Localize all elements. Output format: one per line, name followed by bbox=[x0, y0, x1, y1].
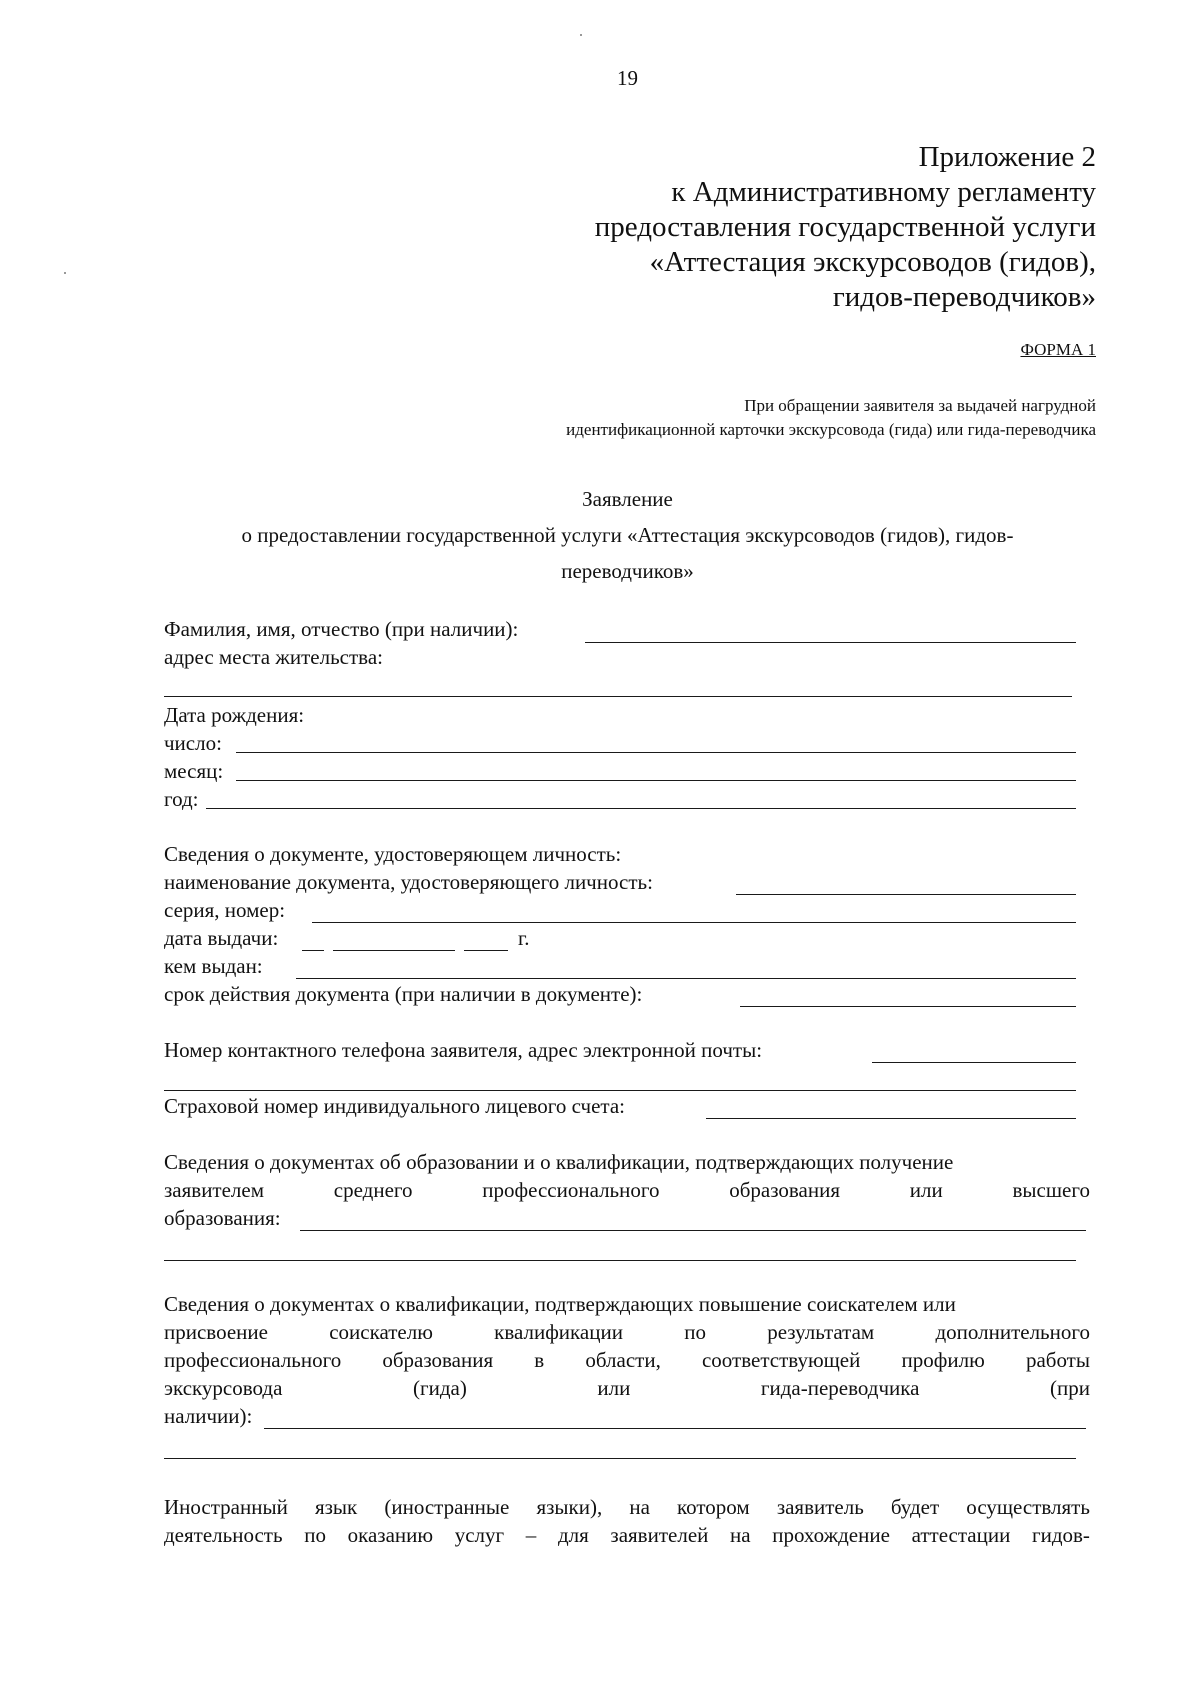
validity-label: срок действия документа (при наличии в документе): bbox=[164, 982, 643, 1006]
qualification-line-2-blank[interactable] bbox=[164, 1458, 1076, 1459]
year-label: год: bbox=[164, 787, 199, 811]
word: по bbox=[304, 1523, 326, 1547]
issue-year-line[interactable] bbox=[464, 950, 508, 951]
word: профессионального bbox=[482, 1178, 660, 1202]
word: высшего bbox=[1012, 1178, 1090, 1202]
series-number-label: серия, номер: bbox=[164, 898, 286, 922]
month-label: месяц: bbox=[164, 759, 224, 783]
qualification-line-1: Сведения о документах о квалификации, подтверждающих повышение соискателем или bbox=[164, 1292, 956, 1316]
word: прохождение bbox=[772, 1523, 890, 1547]
note-line-1: При обращении заявителя за выдачей нагрудной bbox=[744, 396, 1096, 415]
word: или bbox=[909, 1178, 943, 1202]
education-line-1: Сведения о документах об образовании и о квалификации, подтверждающих получение bbox=[164, 1150, 954, 1174]
word: образования bbox=[729, 1178, 841, 1202]
address-line[interactable] bbox=[164, 696, 1072, 697]
qualification-line-3 bbox=[164, 1348, 1090, 1373]
education-line-3: образования: bbox=[164, 1206, 281, 1230]
note-line-2: идентификационной карточки экскурсовода (гида) или гида-переводчика bbox=[566, 420, 1096, 439]
word: на bbox=[629, 1495, 650, 1519]
word: по bbox=[684, 1320, 706, 1344]
language-line-1 bbox=[164, 1495, 1090, 1520]
id-doc-name-label: наименование документа, удостоверяющего личность: bbox=[164, 870, 653, 894]
word: работы bbox=[1025, 1348, 1090, 1372]
full-name-label: Фамилия, имя, отчество (при наличии): bbox=[164, 617, 519, 641]
word: образования bbox=[382, 1348, 494, 1372]
word: будет bbox=[890, 1495, 940, 1519]
word: (гида) bbox=[412, 1376, 467, 1400]
day-label: число: bbox=[164, 731, 222, 755]
qualification-line-2 bbox=[164, 1320, 1090, 1345]
document-subtitle-line-2: переводчиков» bbox=[561, 559, 694, 583]
word: языки), bbox=[536, 1495, 603, 1519]
qualification-line-4 bbox=[164, 1376, 1090, 1401]
word: присвоение bbox=[164, 1320, 268, 1344]
phone-email-line[interactable] bbox=[872, 1062, 1076, 1063]
day-line[interactable] bbox=[236, 752, 1076, 753]
word: среднего bbox=[333, 1178, 413, 1202]
word: осуществлять bbox=[966, 1495, 1090, 1519]
document-title: Заявление bbox=[582, 487, 673, 511]
education-line-2-blank[interactable] bbox=[164, 1260, 1076, 1261]
word: Иностранный bbox=[164, 1495, 288, 1519]
word: заявитель bbox=[776, 1495, 864, 1519]
issue-day-line[interactable] bbox=[302, 950, 324, 951]
scan-speck bbox=[580, 34, 582, 36]
appendix-line-2: к Административному регламенту bbox=[671, 176, 1096, 208]
word: для bbox=[557, 1523, 589, 1547]
education-line[interactable] bbox=[300, 1230, 1086, 1231]
word: на bbox=[730, 1523, 751, 1547]
word: гида-переводчика bbox=[760, 1376, 920, 1400]
snils-label: Страховой номер индивидуального лицевого счета: bbox=[164, 1094, 626, 1118]
word: профилю bbox=[901, 1348, 985, 1372]
qualification-line[interactable] bbox=[264, 1428, 1086, 1429]
appendix-line-1: Приложение 2 bbox=[918, 141, 1096, 173]
word: области, bbox=[585, 1348, 661, 1372]
word: заявителем bbox=[164, 1178, 265, 1202]
word: экскурсовода bbox=[164, 1376, 283, 1400]
scan-speck bbox=[64, 272, 66, 274]
id-doc-heading: Сведения о документе, удостоверяющем личность: bbox=[164, 842, 622, 866]
appendix-line-5: гидов-переводчиков» bbox=[832, 281, 1096, 313]
month-line[interactable] bbox=[236, 780, 1076, 781]
phone-email-line-2[interactable] bbox=[164, 1090, 1076, 1091]
word: услуг bbox=[454, 1523, 505, 1547]
birth-date-label: Дата рождения: bbox=[164, 703, 305, 727]
document-subtitle-line-1: о предоставлении государственной услуги «Аттестация экскурсоводов (гидов), гидов- bbox=[241, 523, 1014, 547]
appendix-line-4: «Аттестация экскурсоводов (гидов), bbox=[649, 246, 1096, 278]
word: или bbox=[597, 1376, 631, 1400]
word: оказанию bbox=[347, 1523, 434, 1547]
word: аттестации bbox=[911, 1523, 1011, 1547]
year-suffix: г. bbox=[518, 926, 530, 950]
id-doc-name-line[interactable] bbox=[736, 894, 1076, 895]
appendix-line-3: предоставления государственной услуги bbox=[594, 211, 1096, 243]
issued-by-line[interactable] bbox=[296, 978, 1076, 979]
word: котором bbox=[677, 1495, 750, 1519]
word: язык bbox=[314, 1495, 358, 1519]
phone-email-label: Номер контактного телефона заявителя, адрес электронной почты: bbox=[164, 1038, 763, 1062]
issued-by-label: кем выдан: bbox=[164, 954, 263, 978]
page-number: 19 bbox=[617, 66, 638, 90]
word: в bbox=[534, 1348, 545, 1372]
word: деятельность bbox=[164, 1523, 283, 1547]
word: дополнительного bbox=[935, 1320, 1090, 1344]
validity-line[interactable] bbox=[740, 1006, 1076, 1007]
word: профессионального bbox=[164, 1348, 342, 1372]
year-line[interactable] bbox=[206, 808, 1076, 809]
word: – bbox=[525, 1523, 537, 1547]
series-number-line[interactable] bbox=[312, 922, 1076, 923]
language-line-2 bbox=[164, 1523, 1090, 1548]
word: (иностранные bbox=[384, 1495, 510, 1519]
form-label: ФОРМА 1 bbox=[1020, 340, 1096, 359]
qualification-line-5: наличии): bbox=[164, 1404, 253, 1428]
word: соискателю bbox=[329, 1320, 433, 1344]
word: результатам bbox=[767, 1320, 875, 1344]
issue-date-label: дата выдачи: bbox=[164, 926, 279, 950]
education-line-2 bbox=[164, 1178, 1090, 1203]
word: гидов- bbox=[1031, 1523, 1090, 1547]
full-name-line[interactable] bbox=[585, 642, 1076, 643]
word: (при bbox=[1050, 1376, 1090, 1400]
word: заявителей bbox=[610, 1523, 709, 1547]
issue-month-line[interactable] bbox=[333, 950, 455, 951]
address-label: адрес места жительства: bbox=[164, 645, 383, 669]
word: соответствующей bbox=[701, 1348, 861, 1372]
word: квалификации bbox=[494, 1320, 623, 1344]
snils-line[interactable] bbox=[706, 1118, 1076, 1119]
